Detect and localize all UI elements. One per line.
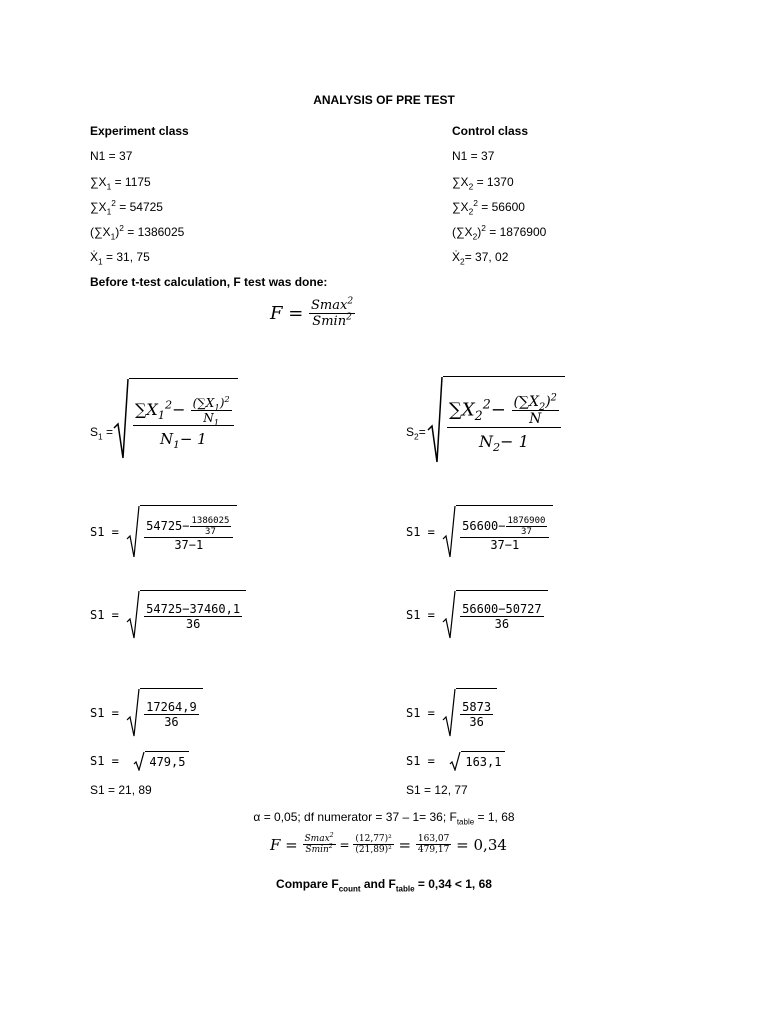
s2-step2: S1 = $\frac{56600-50727}{36}$ <box>406 590 548 640</box>
control-sum-x-squared: $(\sum X_2)^2 = 1876900$ <box>452 223 547 242</box>
control-heading: Control class <box>452 124 529 138</box>
control-sum-x2: $\sum X_2^2 = 56600$ <box>452 198 525 217</box>
s2-step2-label: S1 = <box>406 608 435 622</box>
control-mean: Ẋ$_2$= 37, 02 <box>452 250 509 267</box>
control-n: N1 = 37 <box>452 149 495 163</box>
experiment-sum-x-squared: $(\sum X_1)^2 = 1386025$ <box>90 223 185 242</box>
alpha-line: α = 0,05; df numerator = 37 – 1= 36; $F_{table} = 1$, 68 <box>253 810 515 827</box>
s1-step2-label: S1 = <box>90 608 119 622</box>
s1-step1-label: S1 = <box>90 525 119 539</box>
s2-general-formula: $\sum X_2^2-$ $\frac{(\sum X_2)^2}{N}$ $N_2- 1$ <box>427 376 565 468</box>
s1-step2: S1 = $\frac{54725-37460,1}{36}$ <box>90 590 246 640</box>
page-title: ANALYSIS OF PRE TEST <box>313 93 455 107</box>
f-calculation: F = $\frac{Smax^2}{Smin^2}$ = $\frac{\text{(12,77)²}}{\text{(21,89)²}}$ = $\frac{163,07}{479,17}$ = 0,34 <box>270 832 507 855</box>
s2-step1: S1 = 56600− $\frac{1876900}{37}$ 37−1 <box>406 505 553 559</box>
control-sum-x: $\sum X_2 = 1370$ <box>452 175 514 192</box>
s2-step4: S1 = 163,1 <box>406 751 505 771</box>
s1-step4-label: S1 = <box>90 754 119 768</box>
before-text: Before t-test calculation, F test was done: <box>90 275 328 289</box>
s1-formula-label: $S_1$ = <box>90 425 114 442</box>
experiment-heading: Experiment class <box>90 124 189 138</box>
s1-step1: S1 = 54725− $\frac{1386025}{37}$ 37−1 <box>90 505 237 559</box>
s2-step3-label: S1 = <box>406 706 435 720</box>
experiment-n: N1 = 37 <box>90 149 133 163</box>
s1-step3-label: S1 = <box>90 706 119 720</box>
experiment-mean: Ẋ$_1$ = 31, 75 <box>90 250 150 267</box>
s2-step4-label: S1 = <box>406 754 435 768</box>
compare-line: Compare $F_{count}$ and $F_{table} = 0,34 < 1$, 68 <box>276 877 492 894</box>
s2-step1-label: S1 = <box>406 525 435 539</box>
s2-result: S1 = 12, 77 <box>406 783 468 797</box>
s2-step3: S1 = $\frac{5873}{36}$ <box>406 688 497 738</box>
experiment-sum-x2: $\sum X_1^2 = 54725$ <box>90 198 163 217</box>
s1-step3: S1 = $\frac{17264,9}{36}$ <box>90 688 203 738</box>
f-formula: F = $\frac{Smax^2}{Smin^2}$ <box>270 296 354 329</box>
experiment-sum-x: $\sum X_1 = 1175$ <box>90 175 151 192</box>
s1-result: S1 = 21, 89 <box>90 783 152 797</box>
s1-step4: S1 = 479,5 <box>90 751 189 771</box>
s2-formula-label: $S_2=$ <box>406 425 426 442</box>
s1-general-formula: $\sum X_1^2-$ $\frac{(\sum X_1)^2}{N_1}$ $N_1- 1$ <box>113 378 238 464</box>
